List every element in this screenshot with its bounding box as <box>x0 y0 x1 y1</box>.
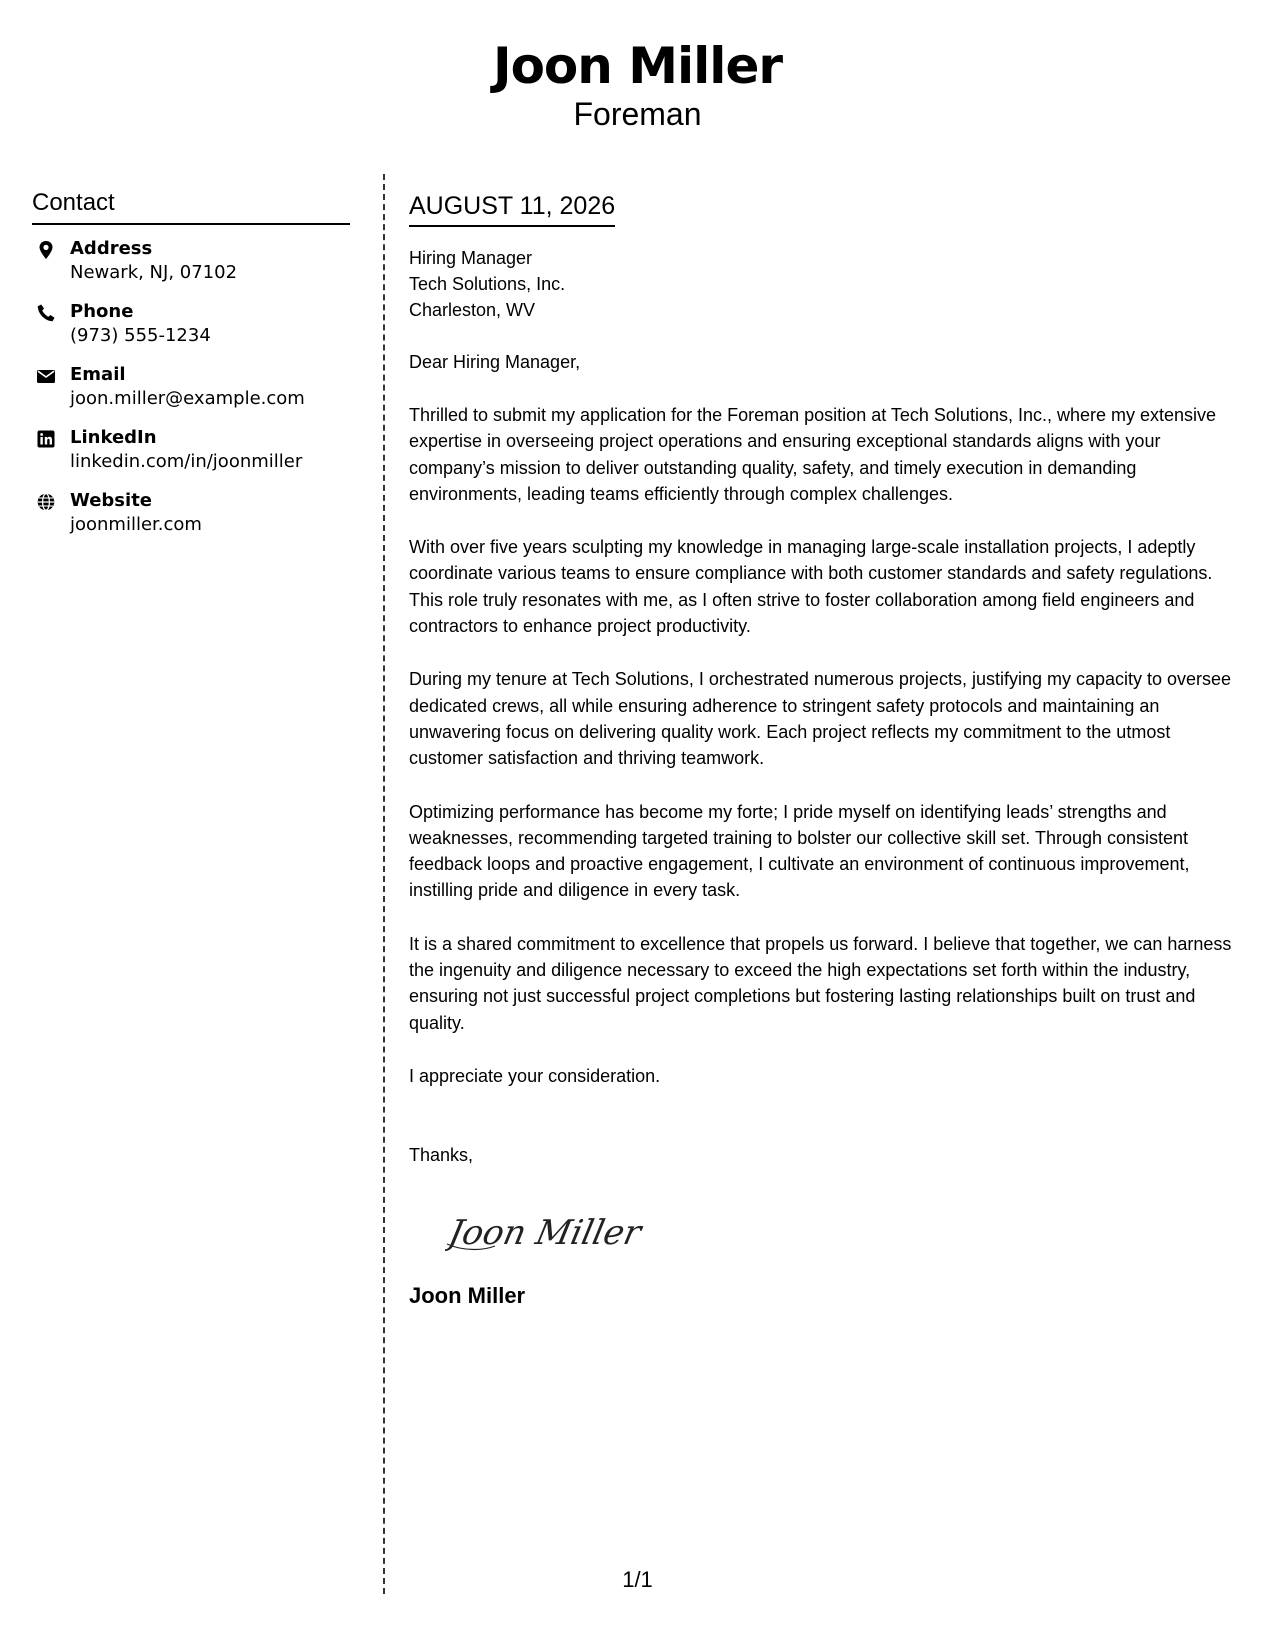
svg-text:Joon Miller: Joon Miller <box>445 1213 645 1254</box>
body-paragraph: During my tenure at Tech Solutions, I orchestrated numerous projects, justifying my capacity to oversee dedicated crews, all while ensuring adherence to stringent safety protocols and maintaining an unwavering focus on delivering quality work. Each project reflects my commitment to the utmost customer satisfaction and thriving teamwork. <box>409 669 1232 769</box>
letter-body <box>409 190 1244 1310</box>
recipient-block <box>409 245 1244 323</box>
contact-label: LinkedIn <box>70 427 157 448</box>
body-paragraph: With over five years sculpting my knowledge in managing large-scale installation projects, I adeptly coordinate various teams to ensure compliance with both customer standards and safety regulations. This role truly resonates with me, as I often strive to foster collaboration among field engineers and contractors to enhance project productivity. <box>409 537 1213 637</box>
handwritten-signature <box>445 1206 1244 1256</box>
contact-value: (973) 555-1234 <box>70 325 211 346</box>
body-paragraph: Thrilled to submit my application for the Foreman position at Tech Solutions, Inc., where my extensive expertise in overseeing project operations and ensuring exceptional standards aligns with your company’s mission to deliver outstanding quality, safety, and timely execution in demanding environments, leading teams efficiently through complex challenges. <box>409 405 1217 504</box>
contact-label: Address <box>70 238 153 259</box>
linkedin-icon <box>36 429 56 449</box>
body-paragraph: Optimizing performance has become my forte; I pride myself on identifying leads’ strengths and weaknesses, recommending targeted training to bolster our collective skill set. Through consistent feedback loops and proactive engagement, I cultivate an environment of continuous improvement, instilling pride and diligence in every task. <box>409 801 1190 901</box>
recipient-line: Charleston, WV <box>409 300 536 320</box>
contact-heading: Contact <box>32 188 350 225</box>
column-divider <box>383 174 385 1594</box>
recipient-line: Hiring Manager <box>409 248 533 268</box>
applicant-name: Joon Miller <box>492 37 783 95</box>
signer-name: Joon Miller <box>409 1283 526 1309</box>
closing: Thanks, <box>409 1145 474 1166</box>
contact-value[interactable]: joonmiller.com <box>70 514 202 535</box>
phone-icon <box>36 303 56 323</box>
letter-date: AUGUST 11, 2026 <box>409 190 615 227</box>
applicant-title: Foreman <box>573 96 702 132</box>
contact-item-linkedin <box>32 422 350 485</box>
letter-header <box>0 36 1275 132</box>
contact-list <box>32 233 350 548</box>
contact-label: Website <box>70 490 153 511</box>
contact-item-address <box>32 233 350 296</box>
contact-item-website <box>32 485 350 548</box>
contact-value[interactable]: joon.miller@example.com <box>70 388 305 409</box>
signature-image <box>445 1206 645 1256</box>
globe-icon <box>36 492 56 512</box>
body-paragraph: It is a shared commitment to excellence that propels us forward. I believe that together, we can harness the ingenuity and diligence necessary to exceed the high expectations set forth within the industry, ensuring not just successful project completions but fostering lasting relationships built on trust and quality. <box>409 933 1232 1033</box>
recipient-line: Tech Solutions, Inc. <box>409 274 566 294</box>
contact-label: Email <box>70 364 126 385</box>
envelope-icon <box>36 366 56 386</box>
contact-item-phone <box>32 296 350 359</box>
body-paragraph: I appreciate your consideration. <box>409 1065 661 1086</box>
contact-label: Phone <box>70 301 134 322</box>
page-number: 1/1 <box>622 1567 653 1592</box>
salutation: Dear Hiring Manager, <box>409 352 581 372</box>
contact-item-email <box>32 359 350 422</box>
contact-value[interactable]: linkedin.com/in/joonmiller <box>70 451 303 472</box>
contact-sidebar <box>32 188 350 548</box>
contact-value: Newark, NJ, 07102 <box>70 262 238 283</box>
map-pin-icon <box>36 240 56 260</box>
